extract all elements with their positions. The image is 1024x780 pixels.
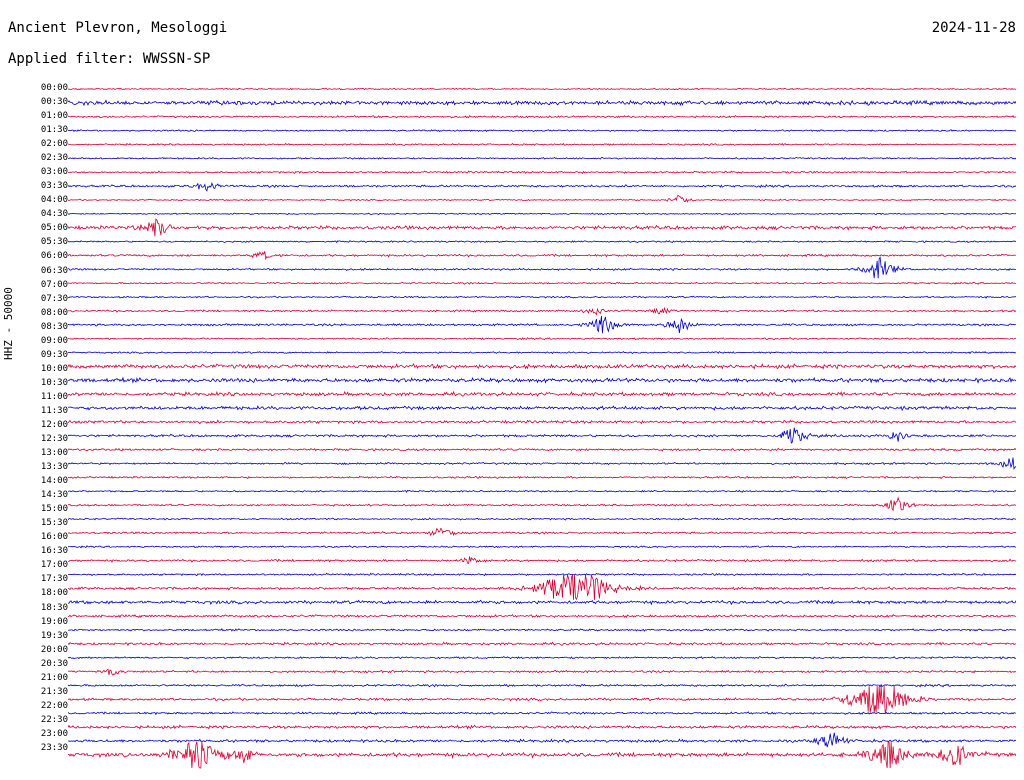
y-tick-label: 01:00 <box>40 111 68 122</box>
trace-line <box>68 546 1016 548</box>
y-tick-label: 09:00 <box>40 335 68 346</box>
trace-line <box>68 257 1016 278</box>
y-tick-label: 15:00 <box>40 504 68 515</box>
y-tick-label: 14:00 <box>40 476 68 487</box>
trace-line <box>68 498 1016 510</box>
y-tick-label: 11:00 <box>40 391 68 402</box>
trace-line <box>68 196 1016 202</box>
trace-line <box>68 615 1016 618</box>
trace-line <box>68 316 1016 333</box>
seismogram-traces <box>68 84 1016 772</box>
y-tick-label: 19:00 <box>40 616 68 627</box>
y-tick-label: 18:30 <box>40 602 68 613</box>
y-tick-label: 22:00 <box>40 700 68 711</box>
chart-header <box>0 0 1024 78</box>
trace-line <box>68 420 1016 423</box>
trace-line <box>68 529 1016 536</box>
y-tick-label: 07:00 <box>40 279 68 290</box>
y-axis-tick-labels <box>24 84 68 772</box>
trace-line <box>68 406 1016 410</box>
trace-line <box>68 600 1016 604</box>
y-tick-label: 04:00 <box>40 195 68 206</box>
y-tick-label: 17:30 <box>40 574 68 585</box>
y-tick-label: 10:30 <box>40 377 68 388</box>
y-tick-label: 10:00 <box>40 363 68 374</box>
helicorder-plot <box>68 84 1016 772</box>
trace-line <box>68 458 1016 469</box>
y-tick-label: 01:30 <box>40 125 68 136</box>
y-tick-label: 13:30 <box>40 462 68 473</box>
y-tick-label: 05:00 <box>40 223 68 234</box>
y-tick-label: 04:30 <box>40 209 68 220</box>
trace-line <box>68 116 1016 118</box>
trace-line <box>68 518 1016 520</box>
trace-line <box>68 642 1016 645</box>
y-tick-label: 21:30 <box>40 686 68 697</box>
y-tick-label: 08:30 <box>40 321 68 332</box>
trace-line <box>68 282 1016 284</box>
y-tick-label: 23:00 <box>40 728 68 739</box>
trace-line <box>68 352 1016 354</box>
y-tick-label: 06:30 <box>40 265 68 276</box>
y-tick-label: 14:30 <box>40 490 68 501</box>
trace-line <box>68 213 1016 215</box>
trace-line <box>68 219 1016 236</box>
page-title: Ancient Plevron, Mesologgi <box>8 20 228 36</box>
y-tick-label: 03:30 <box>40 181 68 192</box>
y-tick-label: 20:00 <box>40 644 68 655</box>
y-tick-label: 22:30 <box>40 714 68 725</box>
trace-line <box>68 296 1016 298</box>
y-tick-label: 16:00 <box>40 532 68 543</box>
trace-line <box>68 490 1016 492</box>
trace-line <box>68 684 1016 687</box>
trace-line <box>68 308 1016 314</box>
y-tick-label: 05:30 <box>40 237 68 248</box>
y-tick-label: 08:00 <box>40 307 68 318</box>
trace-line <box>68 143 1016 145</box>
y-tick-label: 07:30 <box>40 293 68 304</box>
trace-line <box>68 88 1016 90</box>
y-tick-label: 12:30 <box>40 434 68 445</box>
trace-line <box>68 392 1016 396</box>
y-tick-label: 13:00 <box>40 448 68 459</box>
trace-line <box>68 629 1016 631</box>
trace-line <box>68 686 1016 712</box>
trace-line <box>68 657 1016 659</box>
trace-line <box>68 183 1016 191</box>
y-tick-label: 15:30 <box>40 518 68 529</box>
trace-line <box>68 338 1016 340</box>
y-tick-label: 17:00 <box>40 560 68 571</box>
trace-line <box>68 100 1016 105</box>
y-tick-label: 12:00 <box>40 419 68 430</box>
y-tick-label: 09:30 <box>40 349 68 360</box>
trace-line <box>68 241 1016 243</box>
y-tick-label: 02:00 <box>40 139 68 150</box>
y-tick-label: 00:30 <box>40 97 68 108</box>
trace-line <box>68 157 1016 159</box>
trace-line <box>68 733 1016 748</box>
y-tick-label: 16:30 <box>40 546 68 557</box>
y-tick-label: 03:00 <box>40 167 68 178</box>
applied-filter-label: Applied filter: WWSSN-SP <box>8 51 211 67</box>
y-tick-label: 20:30 <box>40 658 68 669</box>
trace-line <box>68 378 1016 383</box>
trace-line <box>68 742 1016 768</box>
trace-line <box>68 251 1016 258</box>
y-tick-label: 18:00 <box>40 588 68 599</box>
trace-line <box>68 171 1016 173</box>
y-tick-label: 19:30 <box>40 630 68 641</box>
trace-line <box>68 364 1016 369</box>
y-tick-label: 11:30 <box>40 405 68 416</box>
trace-line <box>68 476 1016 478</box>
trace-line <box>68 573 1016 575</box>
record-date: 2024-11-28 <box>931 20 1016 36</box>
y-tick-label: 00:00 <box>40 83 68 93</box>
y-tick-label: 06:00 <box>40 251 68 262</box>
trace-line <box>68 669 1016 675</box>
trace-line <box>68 448 1016 451</box>
trace-line <box>68 130 1016 132</box>
trace-line <box>68 428 1016 443</box>
trace-line <box>68 725 1016 728</box>
y-axis-label: HHZ - 50000 <box>2 287 15 360</box>
y-tick-label: 21:00 <box>40 672 68 683</box>
y-tick-label: 23:30 <box>40 742 68 753</box>
trace-line <box>68 575 1016 600</box>
trace-line <box>68 556 1016 563</box>
y-tick-label: 02:30 <box>40 153 68 164</box>
